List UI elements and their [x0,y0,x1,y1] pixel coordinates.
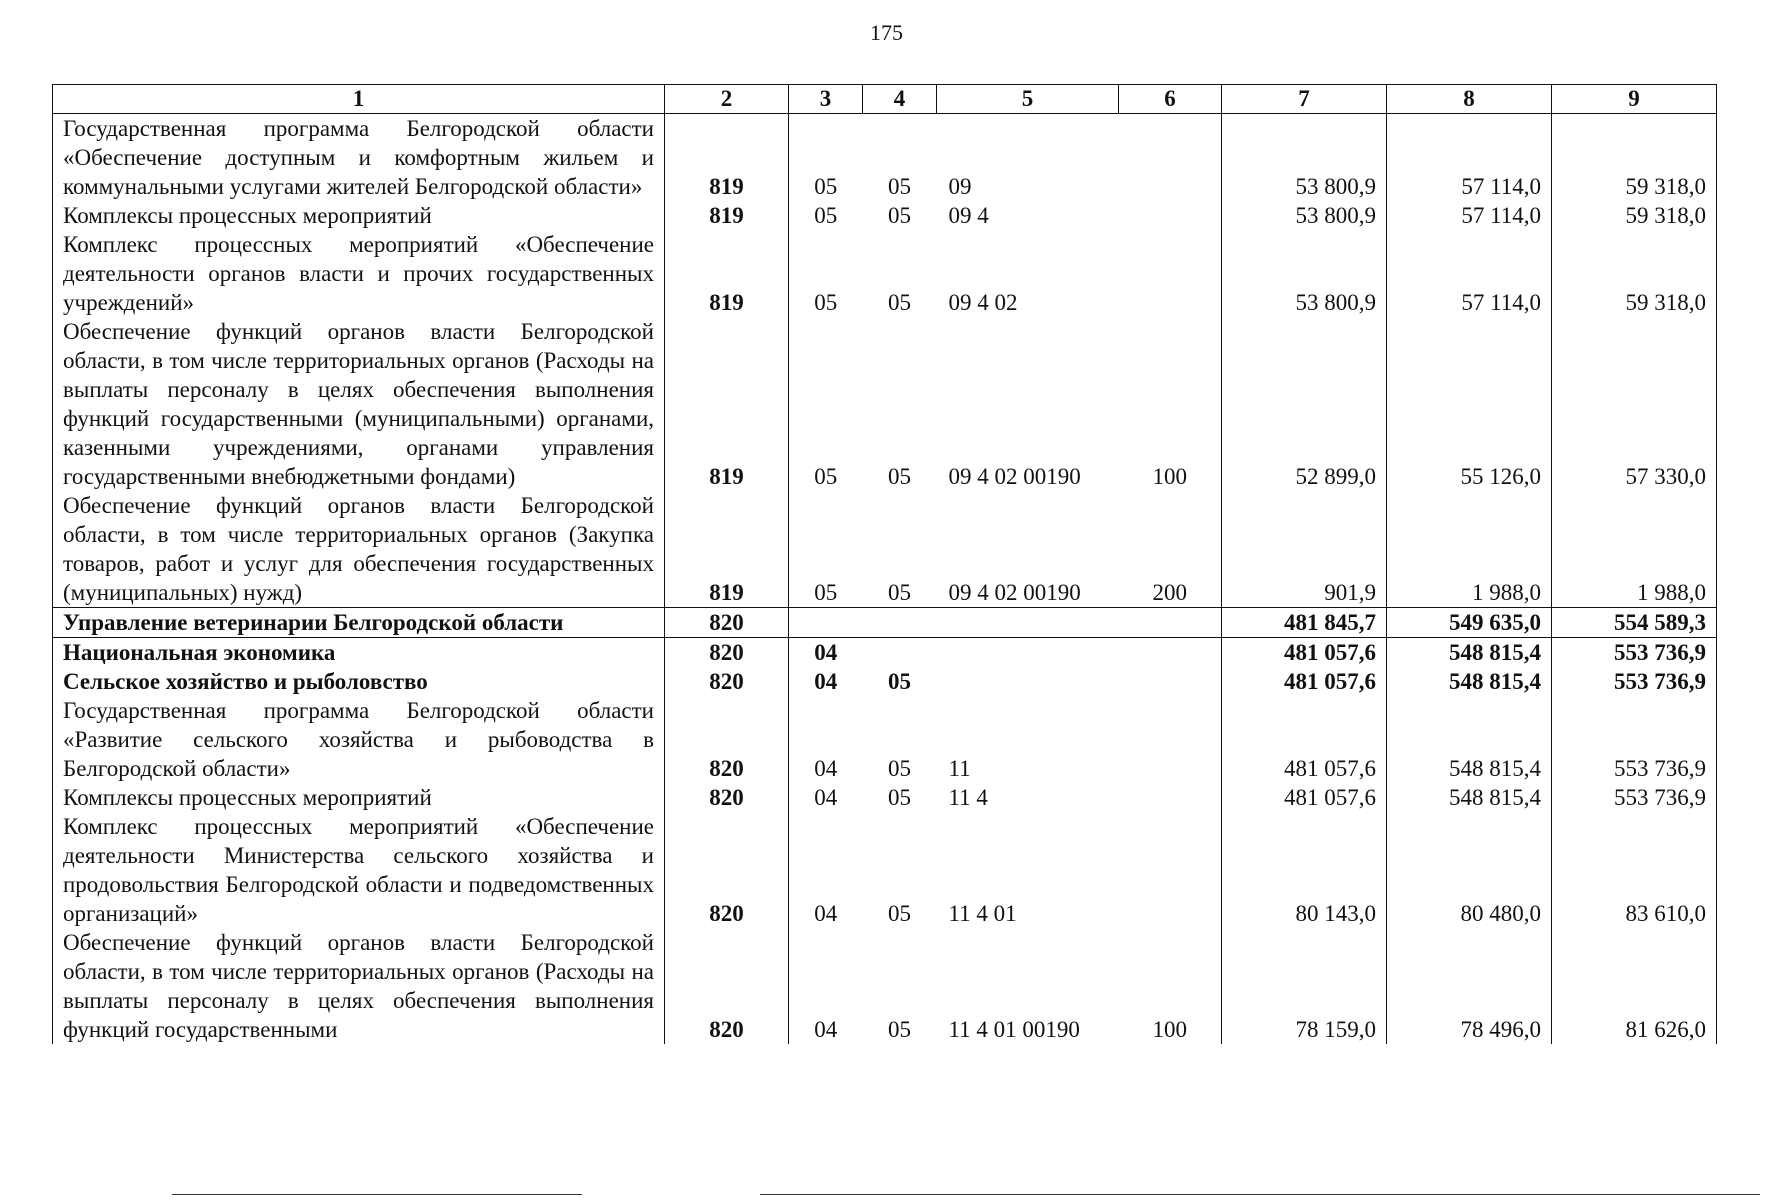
amount-year1-cell: 481 057,6 [1222,783,1387,812]
amount-year2-cell: 548 815,4 [1387,696,1552,783]
row-name-cell: Обеспечение функций органов власти Белгородской области, в том числе территориальных органов (Расходы на выплаты персоналу в целях обеспечения выполнения функций государственными [53,928,665,1044]
table-row [53,230,1717,317]
table-row [53,114,1717,202]
amount-year3-cell: 554 589,3 [1552,608,1717,638]
expense-type-cell [1119,783,1222,812]
subsection-code-cell: 05 [888,203,911,228]
subsection-code-cell [863,608,937,638]
amount-year3-cell: 59 318,0 [1552,201,1717,230]
amount-year2-cell: 548 815,4 [1387,667,1552,696]
amount-year1-cell: 901,9 [1222,491,1387,608]
target-article-cell: 11 4 01 [948,901,1017,926]
expense-type-cell [1119,230,1222,317]
amount-year3-cell: 553 736,9 [1552,667,1717,696]
table-row [53,812,1717,928]
target-article-cell: 09 4 02 00190 [948,464,1081,489]
section-code-cell: 05 [814,203,838,228]
row-name-cell: Комплексы процессных мероприятий [53,201,665,230]
amount-year3-cell: 83 610,0 [1552,812,1717,928]
table-body [53,114,1717,1045]
amount-year2-cell: 78 496,0 [1387,928,1552,1044]
expense-type-cell: 200 [1152,580,1187,605]
table-row [53,696,1717,783]
target-article-cell [937,608,1119,638]
subsection-code-cell: 05 [888,580,911,605]
row-name-cell: Национальная экономика [53,638,665,668]
row-name-cell: Обеспечение функций органов власти Белгородской области, в том числе территориальных органов (Закупка товаров, работ и услуг для обеспечения государственных (муниципальных) нужд) [53,491,665,608]
header-col-3: 3 [789,85,863,114]
section-code-cell: 05 [814,174,838,199]
target-article-cell [937,667,1119,696]
chapter-code-cell: 819 [665,230,789,317]
subsection-code-cell: 05 [888,901,911,926]
section-code-cell: 04 [814,669,838,694]
chapter-code-cell: 819 [665,317,789,491]
target-article-cell: 11 4 01 00190 [948,1017,1080,1042]
amount-year2-cell: 57 114,0 [1387,230,1552,317]
header-col-4: 4 [863,85,937,114]
expense-type-cell [1119,201,1222,230]
header-row [53,85,1717,114]
expense-type-cell [1119,812,1222,928]
row-name-cell: Государственная программа Белгородской области «Развитие сельского хозяйства и рыбоводства в Белгородской области» [53,696,665,783]
subsection-code-cell: 05 [888,669,911,694]
target-article-cell: 11 [948,756,971,781]
chapter-code-cell: 820 [665,608,789,638]
target-article-cell: 09 4 [948,203,989,228]
amount-year1-cell: 53 800,9 [1222,201,1387,230]
chapter-code-cell: 820 [665,696,789,783]
section-code-cell: 04 [814,1017,838,1042]
table-row [53,491,1717,608]
amount-year3-cell: 1 988,0 [1552,491,1717,608]
amount-year2-cell: 548 815,4 [1387,638,1552,668]
expense-type-cell: 100 [1152,464,1187,489]
expense-type-cell [1119,608,1222,638]
amount-year1-cell: 481 057,6 [1222,667,1387,696]
chapter-code-cell: 820 [665,638,789,668]
section-code-cell: 04 [814,756,838,781]
amount-year1-cell: 481 057,6 [1222,638,1387,668]
row-name-cell: Обеспечение функций органов власти Белгородской области, в том числе территориальных органов (Расходы на выплаты персоналу в целях обеспечения выполнения функций государственными (муниципальными) органами, казенными учреждениями, органами управления государственными внебюджетными фондами) [53,317,665,491]
table-row [53,783,1717,812]
header-col-9: 9 [1552,85,1717,114]
amount-year1-cell: 53 800,9 [1222,230,1387,317]
subsection-code-cell: 05 [888,756,911,781]
row-name-cell: Управление ветеринарии Белгородской области [53,608,665,638]
target-article-cell: 11 4 [948,785,988,810]
subsection-code-cell: 05 [888,174,911,199]
chapter-code-cell: 820 [665,812,789,928]
footer-rule-left [172,1194,582,1195]
row-name-cell: Сельское хозяйство и рыболовство [53,667,665,696]
subsection-code-cell: 05 [888,290,911,315]
section-code-cell: 05 [814,464,838,489]
header-col-6: 6 [1119,85,1222,114]
amount-year3-cell: 553 736,9 [1552,638,1717,668]
expense-type-cell [1119,696,1222,783]
table-header [53,85,1717,114]
expense-type-cell: 100 [1152,1017,1187,1042]
amount-year2-cell: 57 114,0 [1387,201,1552,230]
chapter-code-cell: 819 [665,201,789,230]
amount-year2-cell: 549 635,0 [1387,608,1552,638]
table-row [53,667,1717,696]
subsection-code-cell [863,638,937,668]
section-code-cell: 05 [814,580,838,605]
amount-year3-cell: 553 736,9 [1552,783,1717,812]
row-name-cell: Комплекс процессных мероприятий «Обеспечение деятельности органов власти и прочих государственных учреждений» [53,230,665,317]
subsection-code-cell: 05 [888,464,911,489]
table-row [53,928,1717,1044]
header-col-7: 7 [1222,85,1387,114]
amount-year3-cell: 59 318,0 [1552,114,1717,202]
table-row [53,317,1717,491]
chapter-code-cell: 820 [665,667,789,696]
chapter-code-cell: 820 [665,783,789,812]
target-article-cell: 09 [948,174,972,199]
subsection-code-cell: 05 [888,785,911,810]
row-name-cell: Комплексы процессных мероприятий [53,783,665,812]
amount-year1-cell: 481 845,7 [1222,608,1387,638]
section-code-cell [789,608,863,638]
expense-type-cell [1119,638,1222,668]
header-col-5: 5 [937,85,1119,114]
target-article-cell: 09 4 02 [948,290,1018,315]
amount-year3-cell: 81 626,0 [1552,928,1717,1044]
budget-table [52,84,1717,1044]
chapter-code-cell: 820 [665,928,789,1044]
section-code-cell: 04 [814,640,838,665]
section-code-cell: 04 [814,785,838,810]
amount-year3-cell: 59 318,0 [1552,230,1717,317]
expense-type-cell [1119,667,1222,696]
amount-year3-cell: 553 736,9 [1552,696,1717,783]
section-code-cell: 04 [814,901,838,926]
row-name-cell: Государственная программа Белгородской области «Обеспечение доступным и комфортным жильем и коммунальными услугами жителей Белгородской области» [53,114,665,202]
table-row [53,608,1717,638]
amount-year1-cell: 52 899,0 [1222,317,1387,491]
amount-year2-cell: 80 480,0 [1387,812,1552,928]
amount-year2-cell: 548 815,4 [1387,783,1552,812]
header-col-2: 2 [665,85,789,114]
header-col-8: 8 [1387,85,1552,114]
row-name-cell: Комплекс процессных мероприятий «Обеспечение деятельности Министерства сельского хозяйства и продовольствия Белгородской области и подведомственных организаций» [53,812,665,928]
target-article-cell: 09 4 02 00190 [948,580,1081,605]
subsection-code-cell: 05 [888,1017,911,1042]
section-code-cell: 05 [814,290,838,315]
chapter-code-cell: 819 [665,491,789,608]
table-row [53,201,1717,230]
page-number: 175 [870,20,903,45]
header-col-1: 1 [53,85,665,114]
amount-year2-cell: 55 126,0 [1387,317,1552,491]
amount-year2-cell: 57 114,0 [1387,114,1552,202]
amount-year1-cell: 53 800,9 [1222,114,1387,202]
amount-year1-cell: 481 057,6 [1222,696,1387,783]
target-article-cell [937,638,1119,668]
expense-type-cell [1119,114,1222,202]
amount-year3-cell: 57 330,0 [1552,317,1717,491]
footer-rule-right [760,1194,1760,1195]
chapter-code-cell: 819 [665,114,789,202]
table-row [53,638,1717,668]
amount-year2-cell: 1 988,0 [1387,491,1552,608]
amount-year1-cell: 80 143,0 [1222,812,1387,928]
amount-year1-cell: 78 159,0 [1222,928,1387,1044]
